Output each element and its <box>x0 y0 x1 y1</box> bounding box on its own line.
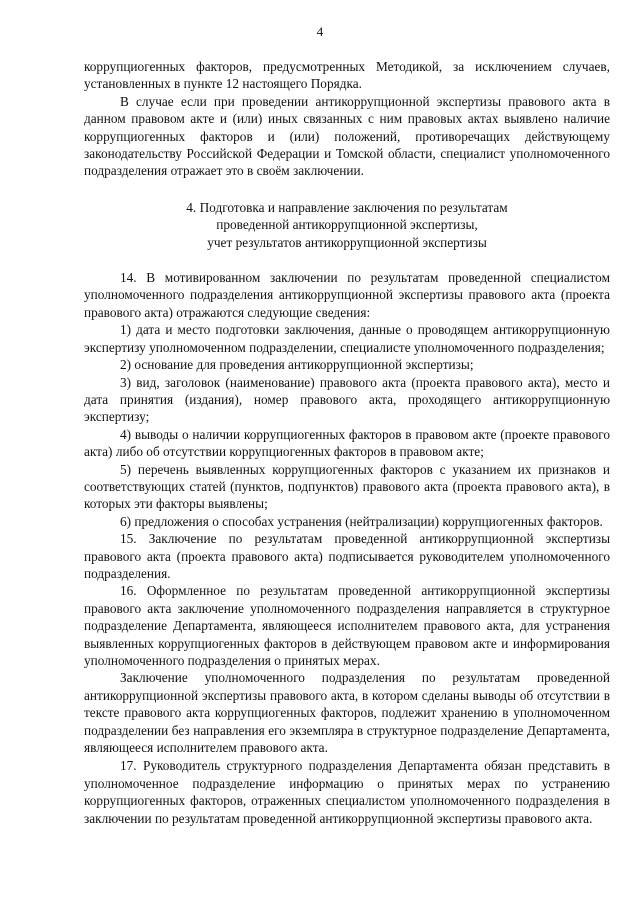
document-body <box>84 58 610 827</box>
section-heading <box>84 199 610 251</box>
paragraph-item-15: 15. Заключение по результатам проведенной антикоррупционной экспертизы правового акта (проекта правового акта) подписывается руководителем уполномоченного подразделения. <box>84 531 610 581</box>
section-heading-line: проведенной антикоррупционной экспертизы, <box>216 217 478 233</box>
paragraph-continuation: коррупциогенных факторов, предусмотренных Методикой, за исключением случаев, установленных в пункте 12 настоящего Порядка. <box>84 59 610 92</box>
paragraph-expertise-findings: В случае если при проведении антикоррупционной экспертизы правового акта в данном правовом акте и (или) иных связанных с ним правовых актах выявлено наличие коррупциогенных факторов и (или) положений, противоречащих действующему законодательству Российской Федерации и Томской области, специалист уполномоченного подразделения отражает это в своём заключении. <box>84 93 610 179</box>
list-item-2: 2) основание для проведения антикоррупционной экспертизы; <box>120 357 474 373</box>
list-item-5: 5) перечень выявленных коррупциогенных факторов с указанием их признаков и соответствующих статей (пунктов, подпунктов) правового акта (проекта правового акта), в которых эти факторы выявлены; <box>84 461 610 512</box>
list-item-1: 1) дата и место подготовки заключения, данные о проводящем антикоррупционную экспертизу уполномоченном подразделении, специалисте уполномоченного подразделения; <box>84 322 610 355</box>
section-heading-line: 4. Подготовка и направление заключения по результатам <box>186 199 508 215</box>
paragraph-conclusion-storage: Заключение уполномоченного подразделения по результатам проведенной антикоррупционной экспертизы правового акта, в котором сделаны выводы об отсутствии в тексте правового акта коррупциогенных факторов, подлежит хранению в уполномоченном подразделении без направления его экземпляра в структурное подразделение Департамента, являющееся исполнителем правового акта. <box>84 670 610 756</box>
paragraph-item-17: 17. Руководитель структурного подразделения Департамента обязан представить в уполномоченное подразделение информацию о принятых мерах по устранению коррупциогенных факторов, отраженных специалистом уполномоченного подразделения в заключении по результатам проведенной антикоррупционной экспертизы правового акта. <box>84 758 610 826</box>
page-number: 4 <box>316 24 324 39</box>
paragraph-item-16: 16. Оформленное по результатам проведенной антикоррупционной экспертизы правового акта заключение уполномоченного подразделения направляется в структурное подразделение Департамента, являющееся исполнителем правового акта, для устранения выявленных коррупциогенных факторов в действующем правовом акте и информирования уполномоченного подразделения о принятых мерах. <box>84 583 610 668</box>
section-heading-line: учет результатов антикоррупционной экспертизы <box>207 234 487 250</box>
paragraph-item-14: 14. В мотивированном заключении по результатам проведенной специалистом уполномоченного подразделения антикоррупционной экспертизы правового акта (проекта правового акта) отражаются следующие сведения: <box>84 270 610 320</box>
list-item-3: 3) вид, заголовок (наименование) правового акта (проекта правового акта), место и дата принятия (издания), номер правового акта, проходящего антикоррупционную экспертизу; <box>84 374 610 425</box>
list-item-4: 4) выводы о наличии коррупциогенных факторов в правовом акте (проекте правового акта) либо об отсутствии коррупциогенных факторов в правовом акте; <box>84 426 610 460</box>
list-item-6: 6) предложения о способах устранения (нейтрализации) коррупциогенных факторов. <box>120 513 603 529</box>
